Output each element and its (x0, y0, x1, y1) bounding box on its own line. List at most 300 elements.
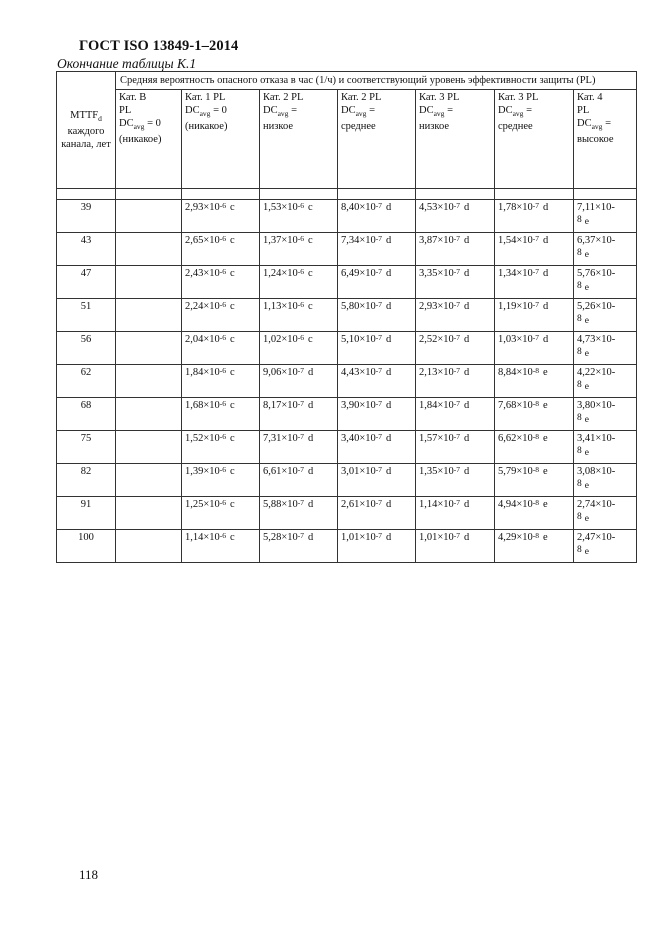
mttf-header-label: MTTF (70, 109, 99, 121)
value-exponent: -6 (219, 465, 227, 474)
value-exponent: 8 (577, 314, 582, 324)
value-cell (116, 233, 182, 266)
value-cell (338, 497, 416, 530)
value-cell (574, 200, 637, 233)
probability-value (341, 400, 391, 411)
value-exponent-line (577, 544, 633, 557)
probability-value (498, 466, 548, 477)
value-mantissa: 1,84×10 (185, 367, 220, 378)
value-cell (260, 233, 338, 266)
value-mantissa: 7,11×10- (577, 202, 615, 213)
pl-level: e (543, 400, 548, 411)
pl-level: d (308, 433, 314, 444)
value-cell (182, 464, 260, 497)
dc-label: DC (419, 105, 434, 116)
value-exponent: -7 (453, 399, 461, 408)
value-exponent: -6 (297, 201, 305, 210)
pl-level: c (230, 334, 235, 345)
value-cell (338, 332, 416, 365)
value-mantissa: 1,34×10 (498, 268, 533, 279)
probability-value (185, 466, 235, 477)
value-mantissa: 2,93×10 (185, 202, 220, 213)
page-number: 118 (79, 867, 99, 882)
value-cell (495, 497, 574, 530)
mttf-cell: 47 (57, 266, 116, 299)
probability-value (419, 466, 469, 477)
category-title: Кат. 3 PL (419, 92, 460, 103)
mttf-cell: 51 (57, 299, 116, 332)
pl-level: d (464, 367, 470, 378)
dc-level: (никакое) (119, 134, 162, 146)
value-cell (338, 398, 416, 431)
pl-level: e (584, 415, 589, 425)
dc-value: = (366, 105, 375, 116)
dc-label: DC (498, 105, 513, 116)
pl-level: d (543, 334, 549, 345)
dc-subscript: avg (355, 109, 367, 119)
value-exponent: -7 (375, 399, 383, 408)
probability-value (419, 268, 469, 279)
value-mantissa: 6,62×10 (498, 433, 533, 444)
value-mantissa: 4,53×10 (419, 202, 454, 213)
value-mantissa: 1,39×10 (185, 466, 220, 477)
value-exponent: -6 (297, 300, 305, 309)
value-cell (574, 332, 637, 365)
mttf-cell: 82 (57, 464, 116, 497)
probability-value (185, 400, 235, 411)
pl-level: d (386, 367, 392, 378)
pl-level: e (584, 283, 589, 293)
probability-value (263, 301, 313, 312)
table-caption: Окончание таблицы К.1 (57, 56, 197, 71)
pl-level: d (386, 235, 392, 246)
probability-value (419, 334, 469, 345)
value-cell (416, 200, 495, 233)
pl-level: d (464, 235, 470, 246)
value-mantissa: 1,35×10 (419, 466, 454, 477)
table-row (57, 497, 637, 530)
value-exponent: -7 (375, 267, 383, 276)
pl-level: e (543, 466, 548, 477)
probability-value (577, 466, 633, 491)
value-exponent: -6 (219, 498, 227, 507)
dc-label: DC (341, 105, 356, 116)
value-cell (574, 233, 637, 266)
pl-level: d (386, 334, 392, 345)
value-cell (574, 398, 637, 431)
value-cell (495, 365, 574, 398)
value-cell (416, 530, 495, 563)
value-mantissa: 3,08×10- (577, 466, 616, 477)
value-mantissa: 4,22×10- (577, 367, 616, 378)
value-cell (574, 464, 637, 497)
pl-level: d (386, 433, 392, 444)
mttf-cell: 56 (57, 332, 116, 365)
value-exponent: 8 (577, 512, 582, 522)
pl-level: c (230, 499, 235, 510)
value-mantissa: 1,13×10 (263, 301, 298, 312)
dc-level: высокое (577, 134, 614, 146)
pl-level: e (543, 433, 548, 444)
pl-level: d (464, 202, 470, 213)
dc-level: (никакое) (185, 121, 228, 133)
category-title: Кат. 2 PL (341, 92, 382, 103)
pl-level: c (230, 400, 235, 411)
value-mantissa: 5,28×10 (263, 532, 298, 543)
probability-value (498, 235, 548, 246)
value-cell (116, 497, 182, 530)
probability-value (577, 367, 633, 392)
dc-value: = (602, 118, 611, 129)
value-cell (260, 332, 338, 365)
value-mantissa: 7,31×10 (263, 433, 298, 444)
probability-value (498, 268, 548, 279)
probability-value (341, 235, 391, 246)
value-mantissa: 5,26×10- (577, 301, 616, 312)
pl-level: d (386, 466, 392, 477)
value-exponent: -6 (219, 234, 227, 243)
probability-value (577, 400, 633, 425)
pl-level: c (308, 268, 313, 279)
value-exponent: -6 (297, 267, 305, 276)
value-cell (182, 266, 260, 299)
mttf-cell: 39 (57, 200, 116, 233)
value-exponent: -6 (219, 267, 227, 276)
value-mantissa: 8,84×10 (498, 367, 533, 378)
value-mantissa: 3,90×10 (341, 400, 376, 411)
value-cell (416, 431, 495, 464)
document-title: ГОСТ ISO 13849-1–2014 (79, 38, 239, 54)
dc-subscript: avg (199, 109, 211, 119)
table-row (57, 233, 637, 266)
mttf-header-rest: каждого канала, лет (61, 126, 111, 151)
value-cell (574, 266, 637, 299)
value-exponent: 8 (577, 446, 582, 456)
value-exponent: -7 (297, 432, 305, 441)
probability-value (498, 532, 548, 543)
value-cell (182, 497, 260, 530)
pl-level: c (230, 433, 235, 444)
header-spacer-row (57, 189, 637, 200)
value-exponent: 8 (577, 380, 582, 390)
probability-value (498, 400, 548, 411)
dc-label: DC (185, 105, 200, 116)
value-mantissa: 1,25×10 (185, 499, 220, 510)
value-cell (116, 398, 182, 431)
probability-value (419, 499, 469, 510)
value-mantissa: 2,04×10 (185, 334, 220, 345)
value-mantissa: 1,37×10 (263, 235, 298, 246)
value-exponent: -7 (532, 201, 540, 210)
mttf-cell: 100 (57, 530, 116, 563)
group-header-label: Средняя вероятность опасного отказа в час (1/ч) и соответствующий уровень эффективности защиты (PL) (120, 75, 596, 86)
value-exponent: -6 (297, 234, 305, 243)
category-title: Кат. B (119, 92, 147, 103)
value-exponent: -7 (532, 267, 540, 276)
probability-value (577, 235, 633, 260)
value-cell (338, 464, 416, 497)
value-exponent: 8 (577, 215, 582, 225)
probability-value (341, 499, 391, 510)
probability-value (498, 301, 548, 312)
probability-value (185, 334, 235, 345)
probability-value (419, 301, 469, 312)
value-exponent-line (577, 445, 633, 458)
value-mantissa: 1,53×10 (263, 202, 298, 213)
value-mantissa: 8,40×10 (341, 202, 376, 213)
value-cell (260, 431, 338, 464)
value-exponent: -8 (532, 366, 540, 375)
value-mantissa: 5,76×10- (577, 268, 616, 279)
table-row (57, 431, 637, 464)
value-cell (495, 464, 574, 497)
value-cell (116, 266, 182, 299)
value-cell (260, 266, 338, 299)
value-mantissa: 1,01×10 (419, 532, 454, 543)
dc-label: DC (263, 105, 278, 116)
probability-value (498, 334, 548, 345)
value-exponent: -6 (219, 366, 227, 375)
probability-value (185, 433, 235, 444)
value-mantissa: 3,41×10- (577, 433, 616, 444)
probability-value (263, 202, 313, 213)
value-exponent-line (577, 412, 633, 425)
value-exponent-line (577, 280, 633, 293)
probability-value (341, 367, 391, 378)
value-mantissa: 2,43×10 (185, 268, 220, 279)
value-cell (574, 530, 637, 563)
value-cell (338, 431, 416, 464)
probability-value (185, 235, 235, 246)
pl-level: d (464, 400, 470, 411)
value-mantissa: 2,47×10- (577, 532, 616, 543)
value-cell (260, 530, 338, 563)
value-mantissa: 2,65×10 (185, 235, 220, 246)
value-cell (338, 266, 416, 299)
value-exponent: -7 (375, 531, 383, 540)
value-exponent: -7 (453, 267, 461, 276)
value-mantissa: 1,03×10 (498, 334, 533, 345)
mttf-header-cell (57, 72, 116, 189)
value-mantissa: 3,35×10 (419, 268, 454, 279)
dc-level: среднее (498, 121, 533, 133)
value-mantissa: 4,94×10 (498, 499, 533, 510)
value-cell (416, 497, 495, 530)
pl-level: d (308, 499, 314, 510)
value-mantissa: 4,29×10 (498, 532, 533, 543)
value-cell (416, 398, 495, 431)
probability-value (263, 367, 313, 378)
value-cell (495, 530, 574, 563)
probability-value (577, 268, 633, 293)
value-mantissa: 1,68×10 (185, 400, 220, 411)
value-cell (260, 299, 338, 332)
value-exponent: -7 (453, 531, 461, 540)
value-cell (574, 431, 637, 464)
table-row (57, 332, 637, 365)
pl-level: d (464, 433, 470, 444)
pl-level: e (584, 448, 589, 458)
pl-level: c (230, 301, 235, 312)
category-pl: PL (577, 105, 590, 116)
value-exponent-line (577, 478, 633, 491)
pl-level: d (543, 202, 549, 213)
mttf-header-sub: d (98, 114, 102, 124)
value-cell (574, 365, 637, 398)
value-cell (495, 233, 574, 266)
value-exponent: -7 (532, 234, 540, 243)
probability-value (577, 499, 633, 524)
value-cell (260, 365, 338, 398)
category-title: Кат. 2 PL (263, 92, 304, 103)
value-mantissa: 3,80×10- (577, 400, 616, 411)
probability-value (341, 202, 391, 213)
mttf-cell: 62 (57, 365, 116, 398)
table-body (57, 189, 637, 563)
pl-level: d (543, 235, 549, 246)
value-mantissa: 5,79×10 (498, 466, 533, 477)
value-mantissa: 4,73×10- (577, 334, 616, 345)
value-cell (338, 365, 416, 398)
value-mantissa: 6,37×10- (577, 235, 616, 246)
pl-level: d (464, 499, 470, 510)
value-mantissa: 2,13×10 (419, 367, 454, 378)
pl-level: e (543, 367, 548, 378)
value-exponent: -7 (375, 234, 383, 243)
value-cell (260, 398, 338, 431)
table-row (57, 365, 637, 398)
pl-level: d (386, 202, 392, 213)
value-exponent: -7 (297, 366, 305, 375)
category-header-6 (495, 90, 574, 189)
probability-value (577, 334, 633, 359)
pl-level: d (386, 268, 392, 279)
value-exponent: -7 (375, 432, 383, 441)
dc-subscript: avg (512, 109, 524, 119)
value-mantissa: 1,01×10 (341, 532, 376, 543)
value-cell (338, 299, 416, 332)
mttf-cell: 68 (57, 398, 116, 431)
value-mantissa: 4,43×10 (341, 367, 376, 378)
value-exponent: -8 (532, 498, 540, 507)
value-mantissa: 1,14×10 (185, 532, 220, 543)
value-exponent: -7 (453, 432, 461, 441)
pl-level: c (308, 334, 313, 345)
category-header-1 (116, 90, 182, 189)
value-cell (182, 299, 260, 332)
value-mantissa: 5,10×10 (341, 334, 376, 345)
probability-value (419, 202, 469, 213)
value-exponent: 8 (577, 545, 582, 555)
value-mantissa: 1,14×10 (419, 499, 454, 510)
probability-value (185, 301, 235, 312)
probability-value (263, 334, 313, 345)
value-exponent: -7 (453, 201, 461, 210)
value-exponent: 8 (577, 479, 582, 489)
probability-value (419, 235, 469, 246)
pl-level: d (386, 532, 392, 543)
table-row (57, 398, 637, 431)
value-exponent: -7 (453, 333, 461, 342)
pl-level: e (584, 547, 589, 557)
value-cell (416, 464, 495, 497)
value-mantissa: 1,84×10 (419, 400, 454, 411)
value-exponent: -7 (375, 333, 383, 342)
value-cell (338, 233, 416, 266)
value-exponent: -7 (453, 300, 461, 309)
value-exponent: -6 (219, 531, 227, 540)
value-exponent: -6 (219, 432, 227, 441)
value-cell (416, 365, 495, 398)
probability-value (498, 433, 548, 444)
value-exponent: -7 (297, 531, 305, 540)
category-title: Кат. 1 PL (185, 92, 226, 103)
value-exponent: -7 (297, 399, 305, 408)
pl-level: d (308, 367, 314, 378)
pl-level: e (584, 349, 589, 359)
value-exponent: -7 (453, 465, 461, 474)
pl-level: d (543, 301, 549, 312)
probability-value (185, 268, 235, 279)
probability-value (263, 499, 313, 510)
pl-level: c (230, 532, 235, 543)
value-mantissa: 2,61×10 (341, 499, 376, 510)
value-exponent: -8 (532, 399, 540, 408)
dc-level: среднее (341, 121, 376, 133)
probability-value (341, 433, 391, 444)
pl-level: d (308, 400, 314, 411)
value-cell (495, 266, 574, 299)
value-cell (182, 233, 260, 266)
table-row (57, 464, 637, 497)
pl-level: c (308, 235, 313, 246)
value-mantissa: 2,52×10 (419, 334, 454, 345)
pl-level: d (464, 334, 470, 345)
value-exponent: -6 (297, 333, 305, 342)
value-exponent-line (577, 313, 633, 326)
pl-level: e (543, 499, 548, 510)
category-title: Кат. 4 (577, 92, 603, 103)
value-exponent: -6 (219, 201, 227, 210)
value-cell (182, 365, 260, 398)
probability-value (419, 532, 469, 543)
probability-value (419, 433, 469, 444)
probability-value (263, 400, 313, 411)
category-header-row (57, 90, 637, 189)
dc-level: низкое (419, 121, 449, 133)
pl-level: e (584, 382, 589, 392)
value-mantissa: 6,49×10 (341, 268, 376, 279)
value-exponent-line (577, 346, 633, 359)
pl-level: c (230, 268, 235, 279)
table-row (57, 530, 637, 563)
dc-value: = (523, 105, 532, 116)
category-title: Кат. 3 PL (498, 92, 539, 103)
probability-value (185, 202, 235, 213)
value-mantissa: 5,88×10 (263, 499, 298, 510)
dc-value: = (444, 105, 453, 116)
value-mantissa: 1,78×10 (498, 202, 533, 213)
value-cell (182, 530, 260, 563)
value-cell (416, 332, 495, 365)
value-exponent: -7 (375, 201, 383, 210)
value-exponent: -8 (532, 531, 540, 540)
value-mantissa: 8,17×10 (263, 400, 298, 411)
mttf-cell: 43 (57, 233, 116, 266)
value-cell (182, 398, 260, 431)
probability-value (341, 301, 391, 312)
value-cell (416, 299, 495, 332)
